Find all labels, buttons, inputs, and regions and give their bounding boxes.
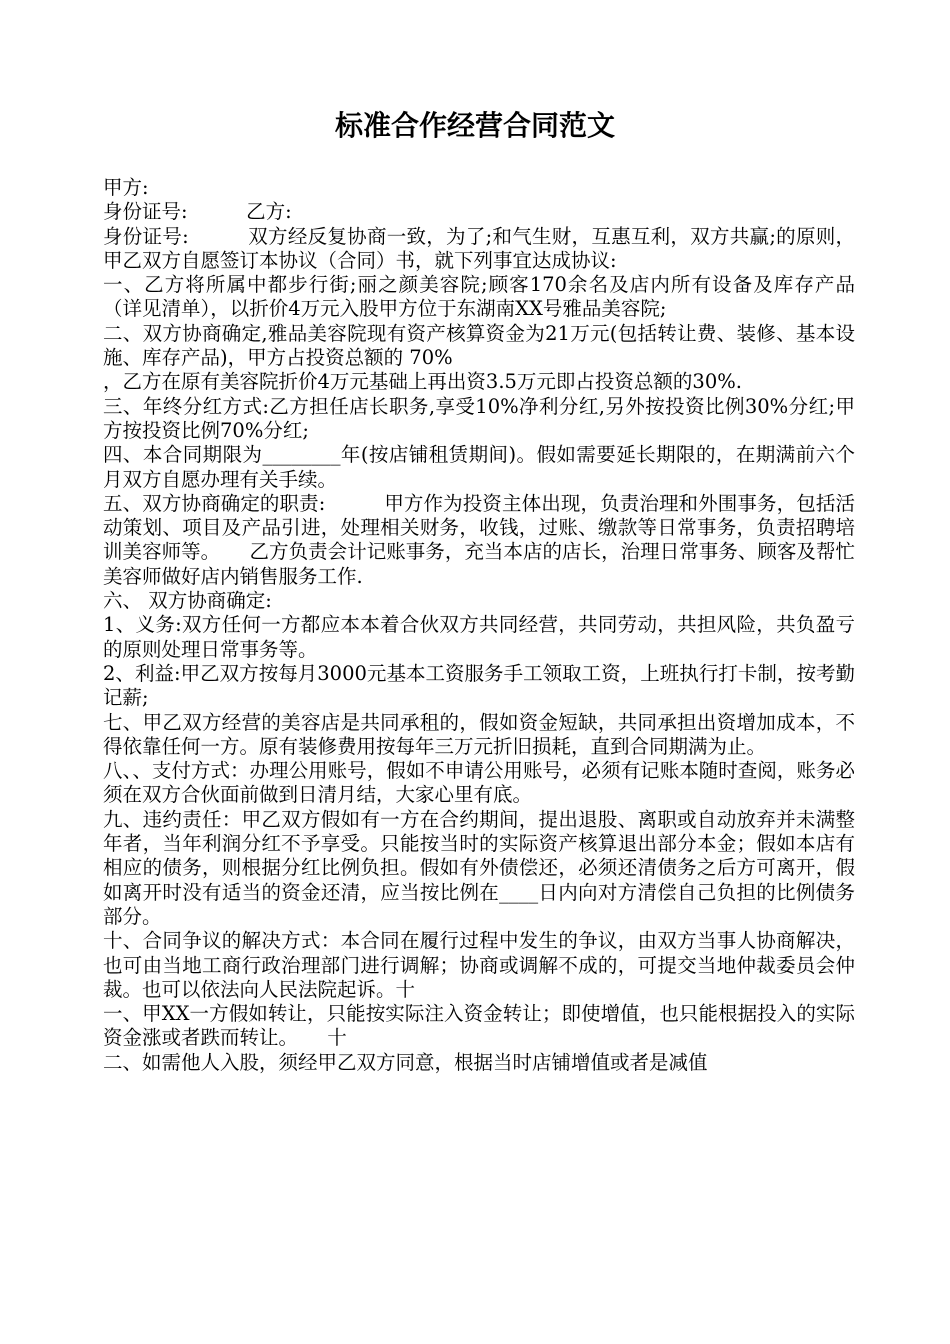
clause-4: 四、本合同期限为________年(按店铺租赁期间)。假如需要延长期限的，在期满前六个月双方自愿办理有关手续。 <box>103 443 855 491</box>
clause-1: 一、乙方将所属中都步行街;丽之颜美容院;顾客170余名及店内所有设备及库存产品（详见清单），以折价4万元入股甲方位于东湖南XX号雅品美容院; <box>103 273 855 321</box>
clause-8: 八、、支付方式：办理公用账号，假如不申请公用账号，必须有记账本随时查阅，账务必须在双方合伙面前做到日清月结，大家心里有底。 <box>103 759 855 807</box>
clause-6-item-1: 1、义务:双方任何一方都应本本着合伙双方共同经营，共同劳动，共担风险，共负盈亏的原则处理日常事务等。 <box>103 613 855 661</box>
clause-9: 九、违约责任：甲乙双方假如有一方在合约期间，提出退股、离职或自动放弃并未满整年者，当年利润分红不予享受。只能按当时的实际资产核算退出部分本金；假如本店有相应的债务，则根据分红比例负担。假如有外债偿还，必须还清债务之后方可离开，假如离开时没有适当的资金还清，应当按比例在____日内向对方清偿自己负担的比例债务部分。 <box>103 807 855 928</box>
clause-11: 一、甲XX一方假如转让，只能按实际注入资金转让；即使增值，也只能根据投入的实际资金涨或者跌而转让。 十 <box>103 1002 855 1050</box>
party-a-line: 甲方: <box>103 176 149 199</box>
document-title: 标准合作经营合同范文 <box>334 109 615 142</box>
document-body <box>103 176 855 1075</box>
clause-5: 五、双方协商确定的职责: 甲方作为投资主体出现，负责治理和外围事务，包括活动策划、项目及产品引进，处理相关财务，收钱，过账、缴款等日常事务，负责招聘培训美容师等。 乙方负责会计记账事务，充当本店的店长，治理日常事务、顾客及帮忙美容师做好店内销售服务工作. <box>103 491 855 588</box>
clause-6-item-2: 2、利益:甲乙双方按每月3000元基本工资服务手工领取工资，上班执行打卡制，按考勤记薪; <box>103 661 855 710</box>
clause-2-continued: ，乙方在原有美容院折价4万元基础上再出资3.5万元即占投资总额的30%. <box>103 370 742 394</box>
clause-3: 三、年终分红方式:乙方担任店长职务,享受10%净利分红,另外按投资比例30%分红;甲方按投资比例70%分红; <box>103 394 855 442</box>
preamble-paragraph: 身份证号: 双方经反复协商一致，为了;和气生财，互惠互利，双方共赢;的原则，甲乙双方自愿签订本协议（合同）书，就下列事宜达成协议: <box>103 224 855 272</box>
clause-6-heading: 六、 双方协商确定: <box>103 589 272 613</box>
id-number-party-b-line: 身份证号: 乙方: <box>103 200 292 224</box>
clause-7: 七、甲乙双方经营的美容店是共同承租的，假如资金短缺，共同承担出资增加成本，不得依靠任何一方。原有装修费用按每年三万元折旧损耗，直到合同期满为止。 <box>103 710 855 758</box>
clause-10: 十、合同争议的解决方式：本合同在履行过程中发生的争议，由双方当事人协商解决，也可由当地工商行政治理部门进行调解；协商或调解不成的，可提交当地仲裁委员会仲裁。也可以依法向人民法院起诉。十 <box>103 929 855 1001</box>
clause-12: 二、如需他人入股，须经甲乙双方同意，根据当时店铺增值或者是减值 <box>103 1050 708 1074</box>
clause-2: 二、双方协商确定,雅品美容院现有资产核算资金为21万元(包括转让费、装修、基本设施、库存产品)，甲方占投资总额的 70% <box>103 321 855 370</box>
